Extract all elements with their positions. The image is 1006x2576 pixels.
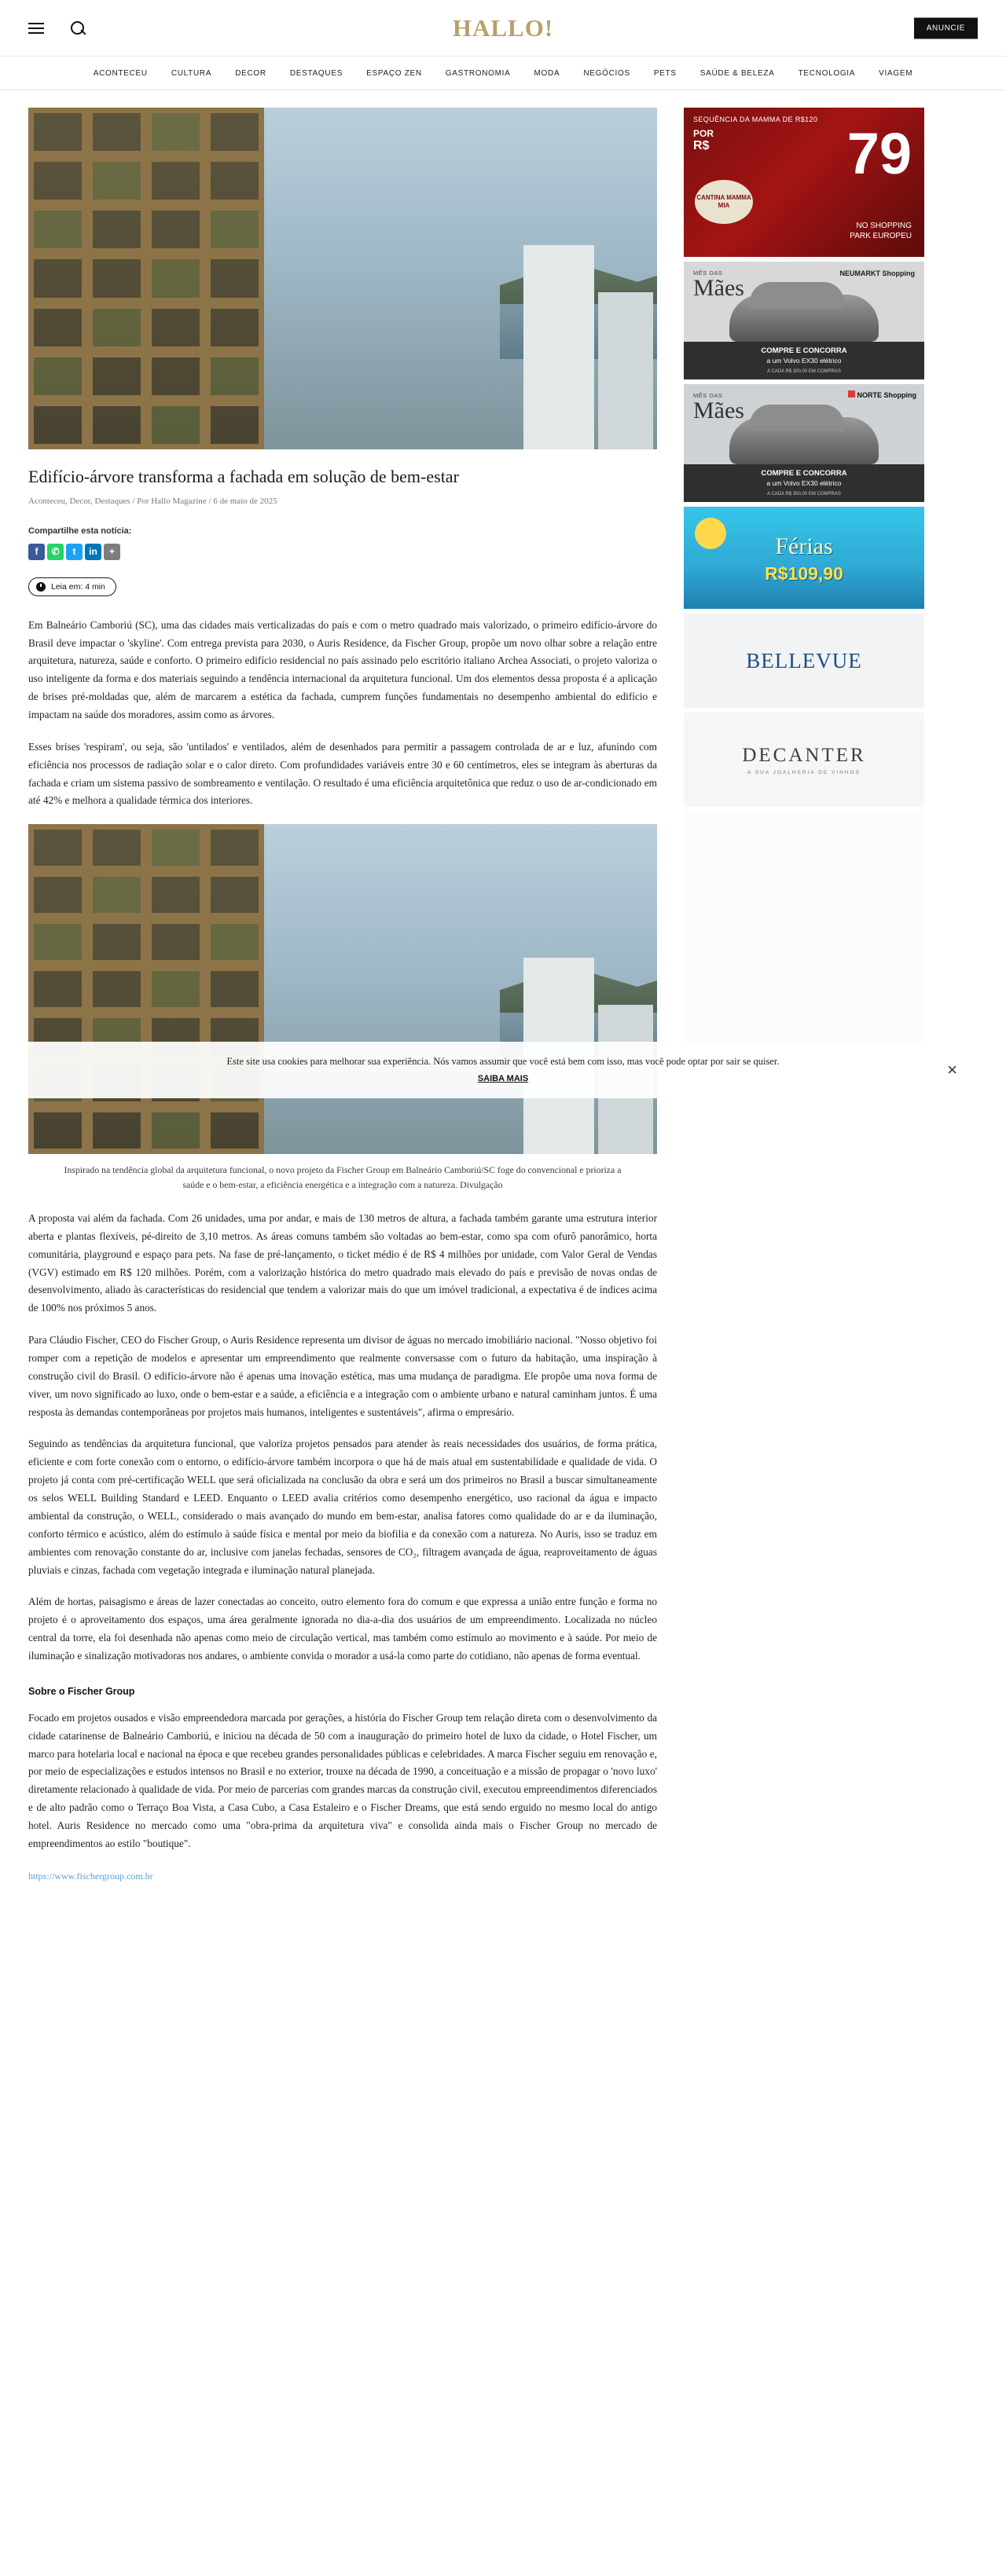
figure-skyline	[264, 824, 657, 1154]
ad-neumarkt-subtitle: MÊS DAS	[693, 269, 723, 277]
hero-skyline	[264, 108, 657, 449]
facebook-share-icon[interactable]: f	[28, 544, 45, 560]
ad-mamma-shop	[850, 221, 912, 241]
cookie-message-text: Este site usa cookies para melhorar sua experiência. Nós vamos assumir que você está bem com isso, mas você pode optar por sair se quiser.	[226, 1056, 780, 1068]
ad-neumarkt-car-image	[729, 295, 879, 342]
site-header	[0, 0, 1006, 57]
read-time-label: Leia em: 4 min	[51, 581, 105, 592]
clock-icon	[36, 582, 46, 592]
nav-item-espaco-zen[interactable]: ESPAÇO ZEN	[366, 68, 422, 78]
site-logo-text: HALLO	[452, 13, 545, 42]
hero-image	[28, 108, 657, 449]
ad-mamma-shop-line2: PARK EUROPEU	[850, 232, 912, 240]
whatsapp-share-icon[interactable]: ✆	[47, 544, 64, 560]
ad-neumarkt-footer-sub: a um Volvo EX30 elétrico	[766, 357, 842, 365]
sun-icon	[695, 518, 726, 549]
hero-building-1	[523, 245, 594, 449]
ad-decanter[interactable]	[684, 713, 924, 807]
ad-norte-footer	[684, 464, 924, 502]
ad-norte-subtitle: MÊS DAS	[693, 392, 723, 399]
figure-facade	[28, 824, 264, 1154]
norte-logo-mark	[848, 390, 855, 398]
ad-norte-footer-note: A CADA R$ 300,00 EM COMPRAS	[767, 491, 841, 497]
ad-mamma-currency: R$	[693, 138, 710, 152]
ad-bellevue-text: BELLEVUE	[746, 648, 862, 672]
cookie-message	[227, 1054, 780, 1085]
cookie-learn-more-link[interactable]: SAIBA MAIS	[477, 1073, 529, 1083]
twitter-share-icon[interactable]: t	[66, 544, 83, 560]
ad-norte-title: Mães	[693, 398, 744, 423]
hero-facade-grid	[28, 108, 264, 449]
article-subheading: Sobre o Fischer Group	[28, 1685, 135, 1697]
ad-norte-footer-sub: a um Volvo EX30 elétrico	[766, 479, 842, 488]
article-byline: Aconteceu, Decor, Destaques / Por Hallo Magazine / 6 de maio de 2025	[28, 496, 277, 506]
nav-item-cultura[interactable]: CULTURA	[171, 68, 212, 78]
figure-image	[28, 824, 657, 1154]
share-label: Compartilhe esta notícia:	[28, 526, 132, 536]
ad-volvo-norte[interactable]	[684, 384, 924, 502]
ad-mamma-mia[interactable]	[684, 108, 924, 257]
ad-neumarkt-footer	[684, 342, 924, 379]
figure-caption: Inspirado na tendência global da arquitetura funcional, o novo projeto da Fischer Group em Balneário Camboriú/SC foge do convencional e prioriza a saúde e o bem-estar, a eficiência energética e a integração com a natureza. Divulgação	[64, 1164, 622, 1191]
cookie-banner	[28, 1042, 978, 1098]
figure-facade-grid	[28, 824, 264, 1154]
nav-item-negocios[interactable]: NEGÓCIOS	[583, 68, 630, 78]
nav-item-tecnologia[interactable]: TECNOLOGIA	[798, 68, 856, 78]
nav-item-aconteceu[interactable]: ACONTECEU	[93, 68, 148, 78]
article-paragraph-4: Para Cláudio Fischer, CEO do Fischer Group, o Auris Residence representa um divisor de águas no mercado imobiliário nacional. "Nosso objetivo foi romper com a repetição de modelos e apresentar um empreendimento que realmente conversasse com o futuro da habitação, uma inspiração à construção civil do Brasil. O edifício-árvore não é apenas uma inovação estética, mas uma mudança de paradigma. Ele propõe uma nova forma de viver, um novo significado ao luxo, onde o bem-estar e a saúde, a eficiência e a integração com o ambiente urbano e natural caminham juntos. É uma resposta às demandas contemporâneas por projetos mais humanos, inteligentes e sustentáveis", afirma o empresário.	[28, 1334, 657, 1418]
source-link[interactable]: https://www.fischergroup.com.br	[28, 1870, 153, 1882]
article-paragraph-3: A proposta vai além da fachada. Com 26 unidades, uma por andar, e mais de 130 metros de altura, a fachada também garante uma estrutura interior aberta e plantas flexíveis, pé-direito de 3,10 metros. As áreas comuns também são voltadas ao bem-estar, como spa com ofurô panorâmico, horta comunitária, playground e espaço para pets. Na fase de pré-lançamento, o ticket médio é de R$ 4 milhões por unidade, com Valor Geral de Vendas (VGV) estimado em R$ 120 milhões. Porém, com a valorização histórica do metro quadrado mais elevado do país e previsão de novas ondas de desenvolvimento, aliado às características do residencial que tendem a valorizar mais do que um imóvel tradicional, a expectativa é de índices acima de 100% nos próximos 5 anos.	[28, 1212, 657, 1314]
ad-mamma-top-line: SEQUÊNCIA DA MAMMA DE R$120	[693, 115, 818, 123]
ad-volvo-neumarkt[interactable]	[684, 262, 924, 379]
ad-beach-resort[interactable]	[684, 507, 924, 609]
ad-mamma-por: POR	[693, 127, 714, 139]
article-paragraph-2: Esses brises 'respiram', ou seja, são 'untilados' e ventilados, além de desenhados para permitir a passagem controlada de ar e luz, afunindo com eficiência nos processos de radiação solar e o calor direto. Com profundidades variáveis entre 30 e 60 centímetros, eles se integram às aberturas da fachada e criam um sistema passivo de sombreamento e ventilação. O resultado é uma eficiência arquitetônica que reduz o uso de ar-condicionado em até 42% e melhora a qualidade térmica dos interiores.	[28, 740, 657, 807]
nav-item-moda[interactable]: MODA	[534, 68, 560, 78]
ad-beach-price: R$109,90	[765, 563, 843, 584]
main-navigation	[0, 57, 1006, 90]
ad-decanter-text: DECANTER	[742, 744, 866, 766]
article-column	[28, 108, 657, 1883]
menu-icon[interactable]	[28, 18, 49, 38]
article-paragraph-7: Focado em projetos ousados e visão empreendedora marcada por gerações, a história do Fischer Group tem relação direta com o desenvolvimento da cidade catarinense de Balneário Camboriú, e iniciou na década de 50 com a inauguração do primeiro hotel de luxo da cidade, o Hotel Fischer, um marco para hotelaria local e nacional na época e que recebeu grandes personalidades públicas e celebridades. A marca Fischer seguiu em renovação e, por meio de especializações e estudos intensos no Brasil e no exterior, trouxe na década de 1990, a conceituação e a missão de propagar o 'novo luxo' diretamente relacionado à qualidade de vida. Por meio de parcerias com grandes marcas da construção civil, executou empreendimentos diferenciados e de alto padrão como o Terraço Boa Vista, a Casa Cubo, a Casa Estaleiro e o Fischer Dreams, que está sendo erguido no mesmo local do antigo hotel. Auris Residence no mercado como uma "obra-prima da arquitetura viva" e consolida ainda mais o Fischer Group no mercado de empreendimentos ao estilo "boutique".	[28, 1711, 657, 1849]
nav-item-destaques[interactable]: DESTAQUES	[289, 68, 343, 78]
nav-item-viagem[interactable]: VIAGEM	[879, 68, 913, 78]
article-paragraph-5: Seguindo as tendências da arquitetura funcional, que valoriza projetos pensados para atender às reais necessidades dos usuários, de forma prática, eficiente e com forte conexão com o entorno, o edifício-árvore também incorpora o que há de mais atual em sustentabilidade e qualidade de vida. O projeto já conta com pré-certificação WELL que será oficializada na conclusão da obra e será um dos primeiros no Brasil a buscar simultaneamente os selos WELL Building Standard e LEED. Enquanto o LEED avalia critérios como desempenho energético, uso racional da água e impacto ambiental da construção, o WELL, considerado o mais avançado do mundo em bem-estar, analisa fatores como qualidade do ar e da iluminação, conforto térmico e acústico, além do estímulo à saúde física e mental por meio da biofilia e da conexão com a natureza. No Auris, isso se traduz em ambientes com renovação constante do ar, inclusive com janelas fechadas, sensores de CO₂, filtragem avançada de água, reaproveitamento de águas pluviais e cinzas, fachada com vegetação integrada e iluminação natural planejada.	[28, 1438, 657, 1576]
ad-neumarkt-title: Mães	[693, 275, 744, 301]
sidebar-ads	[684, 108, 924, 1052]
hero-building-2	[598, 292, 653, 449]
announce-button[interactable]: ANUNCIE	[914, 17, 978, 38]
ad-decanter-subtext: A SUA JOALHERIA DE VINHOS	[747, 769, 861, 775]
ad-mamma-badge: CANTINA MAMMA MIA	[695, 180, 753, 224]
ad-neumarkt-brand: NEUMARKT Shopping	[839, 269, 915, 277]
linkedin-share-icon[interactable]: in	[85, 544, 101, 560]
search-icon[interactable]	[69, 20, 86, 37]
nav-item-decor[interactable]: DECOR	[235, 68, 266, 78]
ad-norte-car-image	[729, 417, 879, 464]
site-logo-exclamation: !	[544, 13, 554, 42]
nav-item-pets[interactable]: PETS	[653, 68, 677, 78]
hero-facade	[28, 108, 264, 449]
share-buttons	[28, 544, 657, 560]
page-title: Edifício-árvore transforma a fachada em solução de bem-estar	[28, 467, 459, 486]
article-figure	[28, 824, 657, 1193]
ad-norte-brand	[848, 390, 917, 399]
site-logo[interactable]	[453, 14, 553, 42]
ad-norte-brand-text: NORTE Shopping	[857, 391, 916, 399]
nav-item-gastronomia[interactable]: GASTRONOMIA	[445, 68, 511, 78]
ad-beach-title: Férias	[775, 533, 833, 559]
read-time-badge	[28, 577, 116, 596]
ad-norte-footer-main: COMPRE E CONCORRA	[761, 469, 847, 478]
ad-bellevue[interactable]	[684, 614, 924, 708]
nav-item-saude-beleza[interactable]: SAÚDE & BELEZA	[699, 68, 775, 78]
article-paragraph-1: Em Balneário Camboriú (SC), uma das cidades mais verticalizadas do país e com o metro quadrado mais valorizado, o primeiro edifício-árvore do Brasil deve impactar o 'skyline'. Com entrega prevista para 2030, o Auris Residence, da Fischer Group, propõe um novo olhar sobre a relação entre arquitetura, natureza, saúde e conforto. O primeiro edifício residencial no país assinado pelo escritório italiano Archea Associati, o projeto valoriza o uso inteligente da forma e dos materiais seguindo a tendência internacional da arquitetura funcional. Um dos elementos dessa proposta é a aplicação de brises pré-moldadas que, além de marcarem a estética da fachada, cumprem funções fundamentais no desempenho ambiental do edifício e impactam na saúde dos moradores, assim como as árvores.	[28, 618, 657, 720]
close-icon[interactable]: ×	[947, 1060, 957, 1079]
ad-mamma-price: 79	[846, 121, 912, 186]
ad-neumarkt-footer-note: A CADA R$ 300,00 EM COMPRAS	[767, 368, 841, 374]
more-share-icon[interactable]: +	[104, 544, 120, 560]
ad-mamma-shop-line1: NO SHOPPING	[856, 222, 912, 230]
article-paragraph-6: Além de hortas, paisagismo e áreas de lazer conectadas ao conceito, outro elemento fora do comum e que expressa a união entre função e forma no projeto é o aproveitamento dos espaços, uma área geralmente ignorada no dia-a-dia dos usuários de um empreendimento. Localizada no núcleo central da torre, ela foi desenhada não apenas como meio de circulação vertical, mas também como estímulo ao movimento e à saúde. Por meio de iluminação e sinalização motivadoras nos andares, o ambiente convida o morador a usá-la como parte do cotidiano, não apenas de forma eventual.	[28, 1596, 657, 1662]
ad-placeholder	[684, 812, 924, 1047]
ad-neumarkt-footer-main: COMPRE E CONCORRA	[761, 346, 847, 356]
